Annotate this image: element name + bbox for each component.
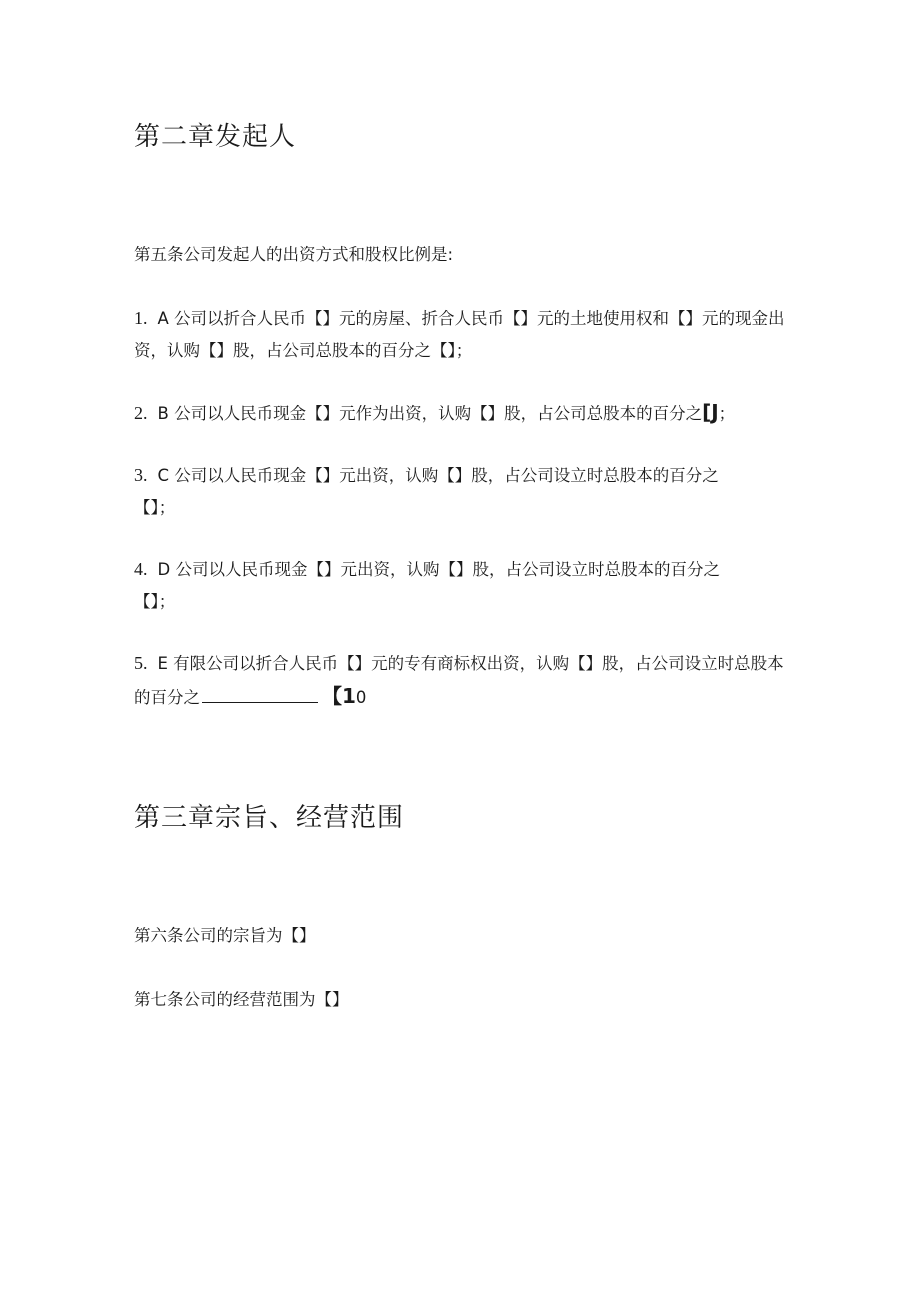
list-item-tail: 0 (355, 688, 367, 707)
list-item-number: 1. (134, 308, 148, 328)
list-item-3 (134, 459, 754, 524)
list-item-2 (134, 396, 806, 430)
list-item-5 (134, 647, 794, 714)
list-item-text: A 公司以折合人民币【】元的房屋、折合人民币【】元的土地使用权和【】元的现金出资，认购【】股，占公司总股本的百分之【】； (134, 309, 785, 360)
article-7: 第七条公司的经营范围为【】 (134, 990, 349, 1009)
list-item-text: B 公司以人民币现金【】元作为出资，认购【】股，占公司总股本的百分之 (157, 404, 703, 423)
list-item-mark: 【1 (322, 684, 356, 708)
list-item-number: 4. (134, 559, 148, 579)
list-item-tail: ； (718, 404, 736, 423)
list-item-number: 2. (134, 403, 148, 423)
chapter-2-title: 第二章发起人 (134, 122, 297, 152)
article-5-heading: 第五条公司发起人的出资方式和股权比例是: (134, 245, 454, 264)
list-item-number: 5. (134, 653, 148, 673)
chapter-3-title: 第三章宗旨、经营范围 (134, 803, 405, 833)
list-item-mark: [J (702, 400, 719, 424)
list-item-4 (134, 553, 754, 618)
list-item-text: D 公司以人民币现金【】元出资，认购【】股，占公司设立时总股本的百分之【】； (134, 560, 720, 611)
article-6: 第六条公司的宗旨为【】 (134, 926, 316, 945)
list-item-text: E 有限公司以折合人民币【】元的专有商标权出资，认购【】股，占公司设立时总股本的百分之 (134, 654, 784, 707)
list-item-text: C 公司以人民币现金【】元出资，认购【】股，占公司设立时总股本的百分之【】； (134, 466, 719, 517)
list-item-number: 3. (134, 465, 148, 485)
list-item-1 (134, 302, 794, 367)
fill-in-blank-line (202, 701, 318, 703)
